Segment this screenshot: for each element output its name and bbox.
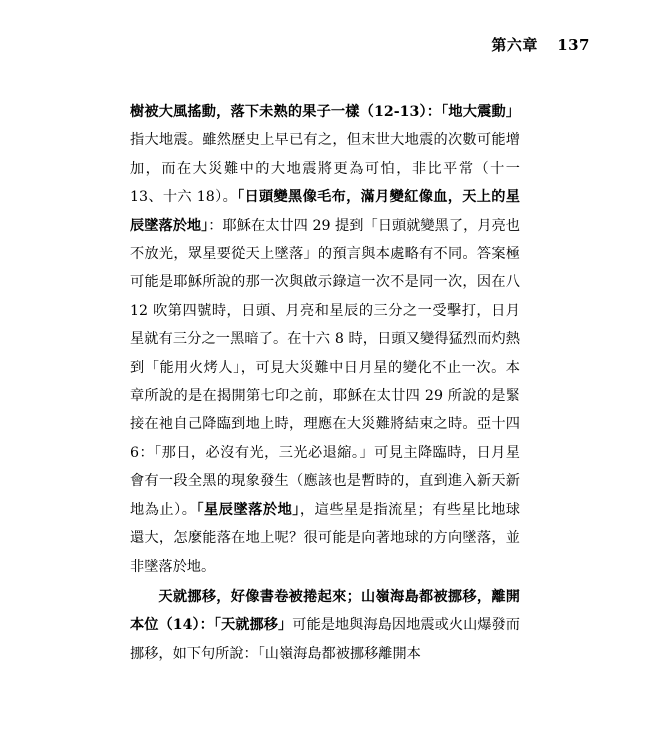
page-number: 137	[557, 36, 590, 54]
text-run: 可能是地與海島因地震或火山爆發而挪移，如下句所說：「山嶺海島都被挪移離開本	[130, 617, 520, 662]
emphasized-text: 「日頭變黑像毛布，滿月變紅像血，天上的星辰墜落於地」	[130, 189, 520, 234]
text-run: ：耶穌在太廿四 29 提到「日頭就變黑了，月亮也不放光，眾星要從天上墜落」的預言與本處略有不同。答案極可能是耶穌所說的那一次與啟示錄這一次不是同一次，因在八 12 吹第四號時，日頭、月亮和星辰的三分之一受擊打，日月星就有三分之一黑暗了。在十六 8 時，日頭又變得猛烈而灼熱到「能用火烤人」，可見大災難中日月星的變化不止一次。本章所說的是在揭開第七印之前，耶穌在太廿四 29 所說的是緊接在祂自己降臨到地上時，理應在大災難將結束之時。亞十四 6：「那日，必沒有光，三光必退縮。」可見主降臨時，日月星會有一段全黑的現象發生（應該也是暫時的，直到進入新天新地為止）。	[130, 217, 520, 518]
emphasized-text: 天就挪移，好像書卷被捲起來；山嶺海島都被挪移，離開本位（14）：「天就挪移」	[130, 588, 520, 634]
chapter-title: 第六章	[491, 36, 538, 54]
page-header	[491, 34, 590, 55]
emphasized-text: 樹被大風搖動，落下未熟的果子一樣（12-13）：「地大震動」	[130, 104, 520, 120]
text-run: ，這些星是指流星；有些星比地球還大，怎麼能落在地上呢？很可能是向著地球的方向墜落，並非墜落於地。	[130, 501, 520, 575]
body-text	[130, 98, 520, 668]
text-run: 指大地震。雖然歷史上早已有之，但末世大地震的次數可能增加，而在大災難中的大地震將更為可怕，非比平常（十一 13、十六 18）。	[130, 132, 520, 206]
emphasized-text: 「星辰墜落於地」	[196, 501, 300, 518]
paragraph	[130, 98, 520, 581]
paragraph	[130, 583, 520, 668]
